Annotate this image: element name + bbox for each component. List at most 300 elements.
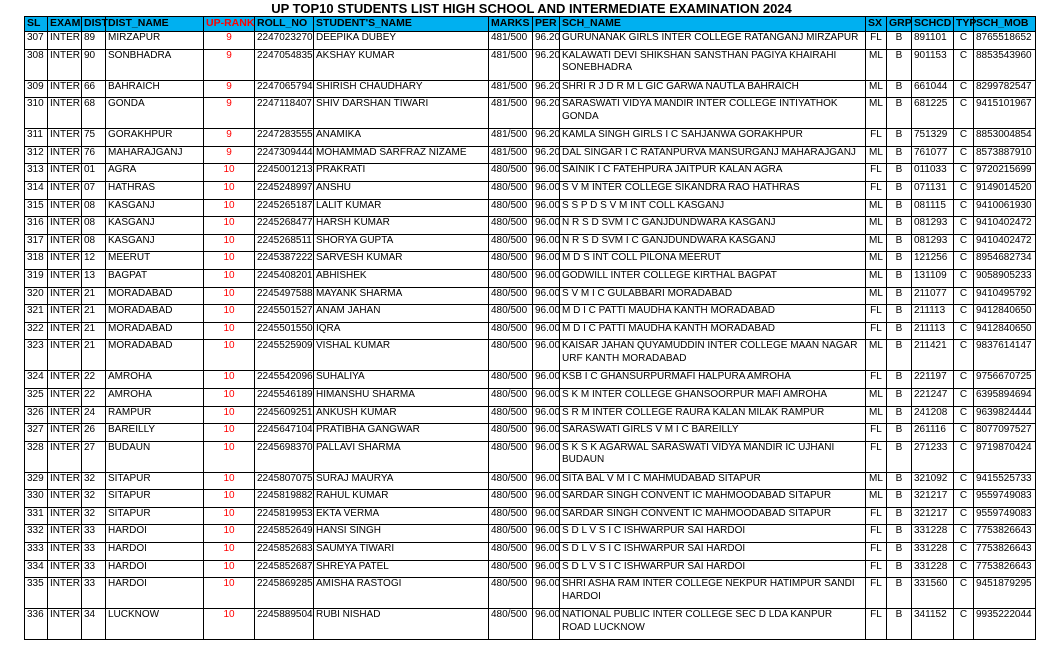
cell-sl: 335 (25, 578, 48, 609)
cell-sl: 313 (25, 164, 48, 182)
cell-typ: C (954, 371, 974, 389)
col-header-up-rank: UP-RANK (204, 17, 255, 32)
cell-sch-name: KAISAR JAHAN QUYAMUDDIN INTER COLLEGE MAAN NAGAR URF KANTH MORADABAD (560, 340, 866, 371)
table-row (25, 609, 1036, 640)
cell-sch-mob: 7753826643 (974, 543, 1036, 561)
cell-typ: C (954, 199, 974, 217)
cell-up-rank: 10 (204, 560, 255, 578)
cell-per: 96.00 (533, 543, 560, 561)
cell-sch-name: KALAWATI DEVI SHIKSHAN SANSTHAN PAGIYA KHAIRAHI SONEBHADRA (560, 49, 866, 80)
cell-sx: FL (866, 525, 887, 543)
cell-sch-name: SHRI R J D R M L GIC GARWA NAUTLA BAHRAICH (560, 80, 866, 98)
cell-sch-name: M D I C PATTI MAUDHA KANTH MORADABAD (560, 305, 866, 323)
cell-sch-name: S V M INTER COLLEGE SIKANDRA RAO HATHRAS (560, 181, 866, 199)
cell-exam: INTER (48, 441, 82, 472)
table-row (25, 49, 1036, 80)
cell-up-rank: 10 (204, 609, 255, 640)
cell-exam: INTER (48, 560, 82, 578)
cell-sch-mob: 9410402472 (974, 217, 1036, 235)
cell-roll-no: 2245542096 (255, 371, 314, 389)
cell-per: 96.20 (533, 32, 560, 50)
cell-roll-no: 2245248997 (255, 181, 314, 199)
cell-dist: 24 (82, 406, 106, 424)
cell-sch-mob: 9410402472 (974, 234, 1036, 252)
cell-sch-name: SARDAR SINGH CONVENT IC MAHMOODABAD SITAPUR (560, 490, 866, 508)
cell-per: 96.00 (533, 269, 560, 287)
cell-sch-mob: 8573887910 (974, 146, 1036, 164)
cell-sch-mob: 9149014520 (974, 181, 1036, 199)
cell-schcd: 071131 (912, 181, 954, 199)
cell-exam: INTER (48, 98, 82, 129)
cell-sch-name: S D L V S I C ISHWARPUR SAI HARDOI (560, 543, 866, 561)
cell-dist-name: HARDOI (106, 578, 204, 609)
cell-dist: 76 (82, 146, 106, 164)
cell-sx: ML (866, 252, 887, 270)
cell-exam: INTER (48, 371, 82, 389)
cell-sl: 316 (25, 217, 48, 235)
cell-typ: C (954, 181, 974, 199)
cell-grp: B (887, 472, 912, 490)
cell-sch-mob: 9559749083 (974, 507, 1036, 525)
cell-marks: 481/500 (489, 49, 533, 80)
cell-up-rank: 10 (204, 472, 255, 490)
cell-schcd: 211113 (912, 322, 954, 340)
cell-roll-no: 2245408201 (255, 269, 314, 287)
cell-grp: B (887, 269, 912, 287)
cell-typ: C (954, 164, 974, 182)
table-row (25, 490, 1036, 508)
cell-sl: 328 (25, 441, 48, 472)
cell-sch-name: SAINIK I C FATEHPURA JAITPUR KALAN AGRA (560, 164, 866, 182)
cell-sl: 322 (25, 322, 48, 340)
cell-sch-mob: 6395894694 (974, 388, 1036, 406)
cell-sx: FL (866, 560, 887, 578)
cell-student-name: EKTA VERMA (314, 507, 489, 525)
cell-per: 96.00 (533, 507, 560, 525)
cell-typ: C (954, 80, 974, 98)
cell-exam: INTER (48, 217, 82, 235)
cell-typ: C (954, 472, 974, 490)
cell-up-rank: 9 (204, 98, 255, 129)
cell-sch-mob: 9415525733 (974, 472, 1036, 490)
cell-sl: 311 (25, 129, 48, 147)
cell-per: 96.00 (533, 441, 560, 472)
cell-sch-mob: 7753826643 (974, 560, 1036, 578)
cell-exam: INTER (48, 609, 82, 640)
table-row (25, 252, 1036, 270)
cell-schcd: 321092 (912, 472, 954, 490)
cell-marks: 480/500 (489, 181, 533, 199)
cell-dist-name: MORADABAD (106, 322, 204, 340)
cell-dist: 26 (82, 424, 106, 442)
cell-per: 96.00 (533, 525, 560, 543)
cell-sl: 318 (25, 252, 48, 270)
cell-dist-name: AMROHA (106, 371, 204, 389)
cell-exam: INTER (48, 406, 82, 424)
cell-sx: FL (866, 322, 887, 340)
cell-up-rank: 10 (204, 441, 255, 472)
cell-sx: FL (866, 129, 887, 147)
cell-marks: 480/500 (489, 269, 533, 287)
cell-schcd: 681225 (912, 98, 954, 129)
col-header-dist-name: DIST_NAME (106, 17, 204, 32)
cell-grp: B (887, 424, 912, 442)
cell-per: 96.00 (533, 388, 560, 406)
cell-typ: C (954, 388, 974, 406)
table-row (25, 269, 1036, 287)
cell-typ: C (954, 305, 974, 323)
cell-exam: INTER (48, 199, 82, 217)
cell-sl: 319 (25, 269, 48, 287)
cell-student-name: MOHAMMAD SARFRAZ NIZAME (314, 146, 489, 164)
cell-sch-mob: 9058905233 (974, 269, 1036, 287)
col-header-sch-mob: SCH_MOB (974, 17, 1036, 32)
cell-grp: B (887, 80, 912, 98)
cell-up-rank: 10 (204, 424, 255, 442)
cell-grp: B (887, 49, 912, 80)
cell-dist-name: GORAKHPUR (106, 129, 204, 147)
table-row (25, 441, 1036, 472)
cell-grp: B (887, 543, 912, 561)
cell-sx: ML (866, 472, 887, 490)
cell-exam: INTER (48, 234, 82, 252)
cell-dist-name: KASGANJ (106, 234, 204, 252)
cell-marks: 480/500 (489, 217, 533, 235)
table-row (25, 340, 1036, 371)
cell-exam: INTER (48, 181, 82, 199)
cell-dist: 89 (82, 32, 106, 50)
cell-marks: 481/500 (489, 129, 533, 147)
cell-grp: B (887, 560, 912, 578)
cell-per: 96.00 (533, 472, 560, 490)
cell-up-rank: 10 (204, 340, 255, 371)
cell-sch-name: SHRI ASHA RAM INTER COLLEGE NEKPUR HATIMPUR SANDI HARDOI (560, 578, 866, 609)
cell-roll-no: 2245001213 (255, 164, 314, 182)
cell-typ: C (954, 322, 974, 340)
col-header-marks: MARKS (489, 17, 533, 32)
cell-grp: B (887, 217, 912, 235)
cell-sch-mob: 8299782547 (974, 80, 1036, 98)
cell-dist-name: RAMPUR (106, 406, 204, 424)
cell-schcd: 321217 (912, 507, 954, 525)
cell-sl: 307 (25, 32, 48, 50)
cell-marks: 481/500 (489, 80, 533, 98)
cell-sch-mob: 9639824444 (974, 406, 1036, 424)
cell-dist: 32 (82, 507, 106, 525)
cell-sl: 326 (25, 406, 48, 424)
cell-exam: INTER (48, 129, 82, 147)
cell-sch-mob: 9412840650 (974, 305, 1036, 323)
cell-up-rank: 10 (204, 578, 255, 609)
cell-exam: INTER (48, 322, 82, 340)
cell-dist-name: HATHRAS (106, 181, 204, 199)
cell-student-name: SHREYA PATEL (314, 560, 489, 578)
cell-dist: 08 (82, 217, 106, 235)
cell-sx: ML (866, 217, 887, 235)
cell-roll-no: 2245268511 (255, 234, 314, 252)
col-header-dist: DIST (82, 17, 106, 32)
cell-marks: 480/500 (489, 525, 533, 543)
cell-student-name: SHIV DARSHAN TIWARI (314, 98, 489, 129)
cell-schcd: 131109 (912, 269, 954, 287)
cell-student-name: LALIT KUMAR (314, 199, 489, 217)
cell-typ: C (954, 406, 974, 424)
students-table (24, 16, 1036, 640)
cell-marks: 481/500 (489, 32, 533, 50)
cell-student-name: ANSHU (314, 181, 489, 199)
cell-schcd: 211113 (912, 305, 954, 323)
cell-dist: 75 (82, 129, 106, 147)
cell-student-name: SHIRISH CHAUDHARY (314, 80, 489, 98)
cell-roll-no: 2245807075 (255, 472, 314, 490)
cell-typ: C (954, 507, 974, 525)
cell-per: 96.00 (533, 199, 560, 217)
cell-exam: INTER (48, 340, 82, 371)
cell-schcd: 211421 (912, 340, 954, 371)
cell-sl: 336 (25, 609, 48, 640)
cell-exam: INTER (48, 49, 82, 80)
cell-student-name: VISHAL KUMAR (314, 340, 489, 371)
cell-dist: 13 (82, 269, 106, 287)
cell-dist: 21 (82, 287, 106, 305)
cell-up-rank: 10 (204, 181, 255, 199)
cell-marks: 480/500 (489, 609, 533, 640)
cell-dist-name: AMROHA (106, 388, 204, 406)
cell-student-name: RUBI NISHAD (314, 609, 489, 640)
cell-up-rank: 9 (204, 146, 255, 164)
cell-sch-name: SARASWATI VIDYA MANDIR INTER COLLEGE INTIYATHOK GONDA (560, 98, 866, 129)
cell-sch-name: SARASWATI GIRLS V M I C BAREILLY (560, 424, 866, 442)
cell-schcd: 081115 (912, 199, 954, 217)
table-row (25, 543, 1036, 561)
cell-grp: B (887, 252, 912, 270)
cell-sch-name: N R S D SVM I C GANJDUNDWARA KASGANJ (560, 217, 866, 235)
table-row (25, 388, 1036, 406)
cell-roll-no: 2245852687 (255, 560, 314, 578)
cell-up-rank: 10 (204, 406, 255, 424)
cell-typ: C (954, 146, 974, 164)
cell-dist: 22 (82, 388, 106, 406)
cell-student-name: SHORYA GUPTA (314, 234, 489, 252)
cell-roll-no: 2245852683 (255, 543, 314, 561)
cell-sch-name: S R M INTER COLLEGE RAURA KALAN MILAK RAMPUR (560, 406, 866, 424)
cell-dist-name: LUCKNOW (106, 609, 204, 640)
table-row (25, 560, 1036, 578)
cell-marks: 480/500 (489, 340, 533, 371)
cell-sl: 334 (25, 560, 48, 578)
cell-sch-name: M D S INT COLL PILONA MEERUT (560, 252, 866, 270)
cell-student-name: IQRA (314, 322, 489, 340)
cell-schcd: 241208 (912, 406, 954, 424)
cell-up-rank: 9 (204, 49, 255, 80)
cell-schcd: 221197 (912, 371, 954, 389)
cell-student-name: ANAMIKA (314, 129, 489, 147)
cell-schcd: 891101 (912, 32, 954, 50)
table-row (25, 406, 1036, 424)
cell-up-rank: 10 (204, 525, 255, 543)
cell-schcd: 221247 (912, 388, 954, 406)
cell-up-rank: 10 (204, 164, 255, 182)
cell-up-rank: 10 (204, 287, 255, 305)
cell-typ: C (954, 98, 974, 129)
cell-marks: 480/500 (489, 507, 533, 525)
table-row (25, 305, 1036, 323)
cell-dist-name: MORADABAD (106, 340, 204, 371)
cell-dist-name: BUDAUN (106, 441, 204, 472)
col-header-schcd: SCHCD (912, 17, 954, 32)
cell-sch-name: DAL SINGAR I C RATANPURVA MANSURGANJ MAHARAJGANJ (560, 146, 866, 164)
cell-roll-no: 2245497588 (255, 287, 314, 305)
cell-exam: INTER (48, 424, 82, 442)
col-header-roll-no: ROLL_NO (255, 17, 314, 32)
cell-grp: B (887, 525, 912, 543)
col-header-exam: EXAM (48, 17, 82, 32)
cell-sch-mob: 9837614147 (974, 340, 1036, 371)
cell-sx: ML (866, 340, 887, 371)
cell-up-rank: 10 (204, 388, 255, 406)
cell-sx: FL (866, 424, 887, 442)
cell-schcd: 901153 (912, 49, 954, 80)
cell-typ: C (954, 217, 974, 235)
cell-grp: B (887, 371, 912, 389)
cell-sch-mob: 9559749083 (974, 490, 1036, 508)
cell-sx: FL (866, 371, 887, 389)
cell-sl: 332 (25, 525, 48, 543)
cell-dist: 08 (82, 234, 106, 252)
table-row (25, 234, 1036, 252)
cell-typ: C (954, 560, 974, 578)
cell-sx: ML (866, 234, 887, 252)
cell-roll-no: 2245268477 (255, 217, 314, 235)
cell-roll-no: 2245819953 (255, 507, 314, 525)
cell-dist-name: KASGANJ (106, 199, 204, 217)
cell-exam: INTER (48, 543, 82, 561)
cell-marks: 481/500 (489, 98, 533, 129)
cell-sl: 309 (25, 80, 48, 98)
table-row (25, 371, 1036, 389)
cell-dist: 32 (82, 490, 106, 508)
cell-dist: 21 (82, 340, 106, 371)
cell-sl: 315 (25, 199, 48, 217)
cell-up-rank: 10 (204, 199, 255, 217)
cell-sch-mob: 9410061930 (974, 199, 1036, 217)
cell-dist: 66 (82, 80, 106, 98)
cell-grp: B (887, 388, 912, 406)
col-header-typ: TYP (954, 17, 974, 32)
cell-per: 96.20 (533, 80, 560, 98)
cell-typ: C (954, 252, 974, 270)
cell-sl: 333 (25, 543, 48, 561)
cell-schcd: 081293 (912, 217, 954, 235)
cell-dist: 01 (82, 164, 106, 182)
cell-sch-mob: 9412840650 (974, 322, 1036, 340)
cell-grp: B (887, 32, 912, 50)
cell-schcd: 331228 (912, 525, 954, 543)
cell-per: 96.00 (533, 234, 560, 252)
cell-up-rank: 10 (204, 371, 255, 389)
cell-up-rank: 10 (204, 322, 255, 340)
cell-per: 96.00 (533, 287, 560, 305)
cell-grp: B (887, 234, 912, 252)
cell-marks: 480/500 (489, 472, 533, 490)
table-row (25, 181, 1036, 199)
cell-student-name: SARVESH KUMAR (314, 252, 489, 270)
cell-marks: 480/500 (489, 164, 533, 182)
cell-typ: C (954, 578, 974, 609)
cell-dist: 07 (82, 181, 106, 199)
cell-roll-no: 2245265187 (255, 199, 314, 217)
cell-dist-name: MORADABAD (106, 287, 204, 305)
cell-sl: 308 (25, 49, 48, 80)
cell-roll-no: 2247283555 (255, 129, 314, 147)
cell-dist-name: SITAPUR (106, 507, 204, 525)
cell-dist: 33 (82, 525, 106, 543)
cell-dist: 12 (82, 252, 106, 270)
cell-sch-name: S K S K AGARWAL SARASWATI VIDYA MANDIR IC UJHANI BUDAUN (560, 441, 866, 472)
cell-roll-no: 2245609251 (255, 406, 314, 424)
cell-sx: ML (866, 49, 887, 80)
cell-sch-mob: 8077097527 (974, 424, 1036, 442)
cell-sl: 320 (25, 287, 48, 305)
cell-sch-mob: 9756670725 (974, 371, 1036, 389)
cell-dist: 27 (82, 441, 106, 472)
table-row (25, 80, 1036, 98)
cell-dist-name: MEERUT (106, 252, 204, 270)
cell-student-name: ABHISHEK (314, 269, 489, 287)
table-row (25, 199, 1036, 217)
cell-sl: 317 (25, 234, 48, 252)
cell-grp: B (887, 164, 912, 182)
cell-sx: FL (866, 305, 887, 323)
cell-marks: 480/500 (489, 252, 533, 270)
cell-typ: C (954, 543, 974, 561)
cell-up-rank: 10 (204, 252, 255, 270)
cell-grp: B (887, 322, 912, 340)
cell-up-rank: 10 (204, 507, 255, 525)
cell-schcd: 081293 (912, 234, 954, 252)
cell-sch-mob: 8853543960 (974, 49, 1036, 80)
cell-sl: 323 (25, 340, 48, 371)
cell-roll-no: 2245501527 (255, 305, 314, 323)
cell-sch-name: KSB I C GHANSURPURMAFI HALPURA AMROHA (560, 371, 866, 389)
cell-marks: 480/500 (489, 234, 533, 252)
cell-schcd: 331228 (912, 560, 954, 578)
cell-sx: ML (866, 406, 887, 424)
cell-sch-mob: 9720215699 (974, 164, 1036, 182)
cell-per: 96.20 (533, 98, 560, 129)
cell-dist-name: MIRZAPUR (106, 32, 204, 50)
cell-sch-name: S K M INTER COLLEGE GHANSOORPUR MAFI AMROHA (560, 388, 866, 406)
cell-sch-name: S V M I C GULABBARI MORADABAD (560, 287, 866, 305)
cell-dist-name: HARDOI (106, 525, 204, 543)
cell-schcd: 011033 (912, 164, 954, 182)
cell-student-name: SUHALIYA (314, 371, 489, 389)
col-header-sl: SL (25, 17, 48, 32)
cell-per: 96.00 (533, 305, 560, 323)
cell-sx: FL (866, 507, 887, 525)
table-row (25, 525, 1036, 543)
cell-schcd: 121256 (912, 252, 954, 270)
cell-per: 96.00 (533, 560, 560, 578)
cell-sch-name: GODWILL INTER COLLEGE KIRTHAL BAGPAT (560, 269, 866, 287)
cell-exam: INTER (48, 287, 82, 305)
cell-student-name: HANSI SINGH (314, 525, 489, 543)
cell-dist: 34 (82, 609, 106, 640)
cell-student-name: PRATIBHA GANGWAR (314, 424, 489, 442)
cell-sx: FL (866, 164, 887, 182)
cell-schcd: 661044 (912, 80, 954, 98)
cell-up-rank: 9 (204, 129, 255, 147)
